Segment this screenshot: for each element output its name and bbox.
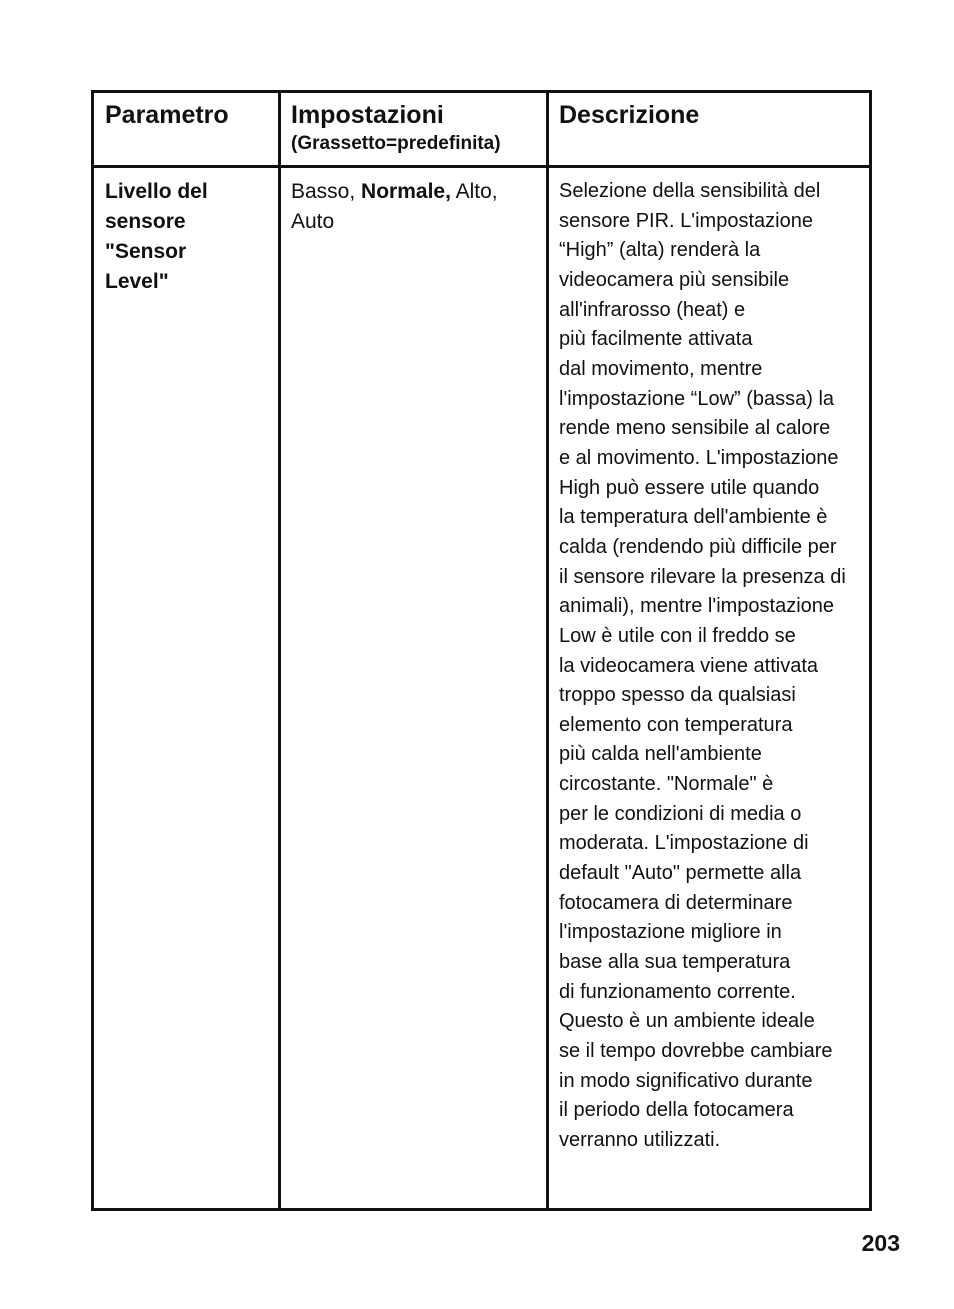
column-divider [546, 93, 549, 1208]
description-line: più facilmente attivata [559, 328, 753, 351]
description-line: Low è utile con il freddo se [559, 624, 796, 647]
description-line: l'impostazione “Low” (bassa) la [559, 387, 835, 410]
table-cell-param [105, 177, 265, 297]
description-line: in modo significativo durante [559, 1069, 813, 1092]
settings-options [291, 177, 536, 237]
description-line: Selezione della sensibilità del [559, 180, 821, 202]
header-cell-settings [291, 99, 501, 157]
description-line: High può essere utile quando [559, 476, 820, 499]
table-cell-settings [291, 177, 536, 237]
description-line: circostante. "Normale" è [559, 773, 774, 796]
description-line: default "Auto" permette alla [559, 862, 802, 885]
description-line: più calda nell'ambiente [559, 743, 762, 766]
description-line: elemento con temperatura [559, 713, 793, 736]
page-number: 203 [861, 1230, 900, 1256]
header-settings-note: (Grassetto=predefinita) [291, 133, 501, 154]
header-cell-param [105, 99, 229, 131]
settings-table [91, 90, 872, 1211]
description-line: la temperatura dell'ambiente è [559, 506, 828, 529]
header-description-label: Descrizione [559, 101, 700, 129]
setting-option-low: Basso, [291, 180, 362, 203]
description-line: sensore PIR. L'impostazione [559, 209, 813, 232]
description-line: il periodo della fotocamera [559, 1099, 794, 1122]
description-line: calda (rendendo più difficile per [559, 535, 837, 558]
setting-option-others: Alto, Auto [291, 180, 498, 233]
description-line: “High” (alta) renderà la [559, 239, 761, 262]
header-cell-description [559, 99, 699, 131]
column-divider [278, 93, 281, 1208]
header-settings-label: Impostazioni [291, 101, 444, 129]
description-line: animali), mentre l'impostazione [559, 595, 835, 618]
setting-option-default: Normale, [361, 180, 451, 203]
description-line: dal movimento, mentre [559, 357, 763, 380]
description-line: verranno utilizzati. [559, 1129, 721, 1151]
description-line: troppo spesso da qualsiasi [559, 684, 796, 707]
description-line: l'impostazione migliore in [559, 921, 782, 944]
description-line: se il tempo dovrebbe cambiare [559, 1040, 833, 1063]
description-line: e al movimento. L'impostazione [559, 446, 839, 469]
description-line: per le condizioni di media o [559, 802, 802, 825]
description-line: la videocamera viene attivata [559, 654, 819, 677]
description-text [559, 177, 869, 1156]
description-line: all'infrarosso (heat) e [559, 298, 746, 321]
description-line: videocamera più sensibile [559, 268, 790, 291]
table-cell-description [559, 177, 869, 1156]
header-param-label: Parametro [105, 101, 229, 129]
description-line: rende meno sensibile al calore [559, 417, 831, 440]
table-header-row [94, 93, 869, 168]
description-line: di funzionamento corrente. [559, 980, 796, 1003]
description-line: fotocamera di determinare [559, 891, 793, 914]
description-line: base alla sua temperatura [559, 951, 791, 974]
description-line: il sensore rilevare la presenza di [559, 565, 846, 588]
description-line: moderata. L'impostazione di [559, 832, 809, 855]
param-name: Livello del sensore "Sensor Level" [105, 180, 208, 293]
description-line: Questo è un ambiente ideale [559, 1010, 815, 1033]
